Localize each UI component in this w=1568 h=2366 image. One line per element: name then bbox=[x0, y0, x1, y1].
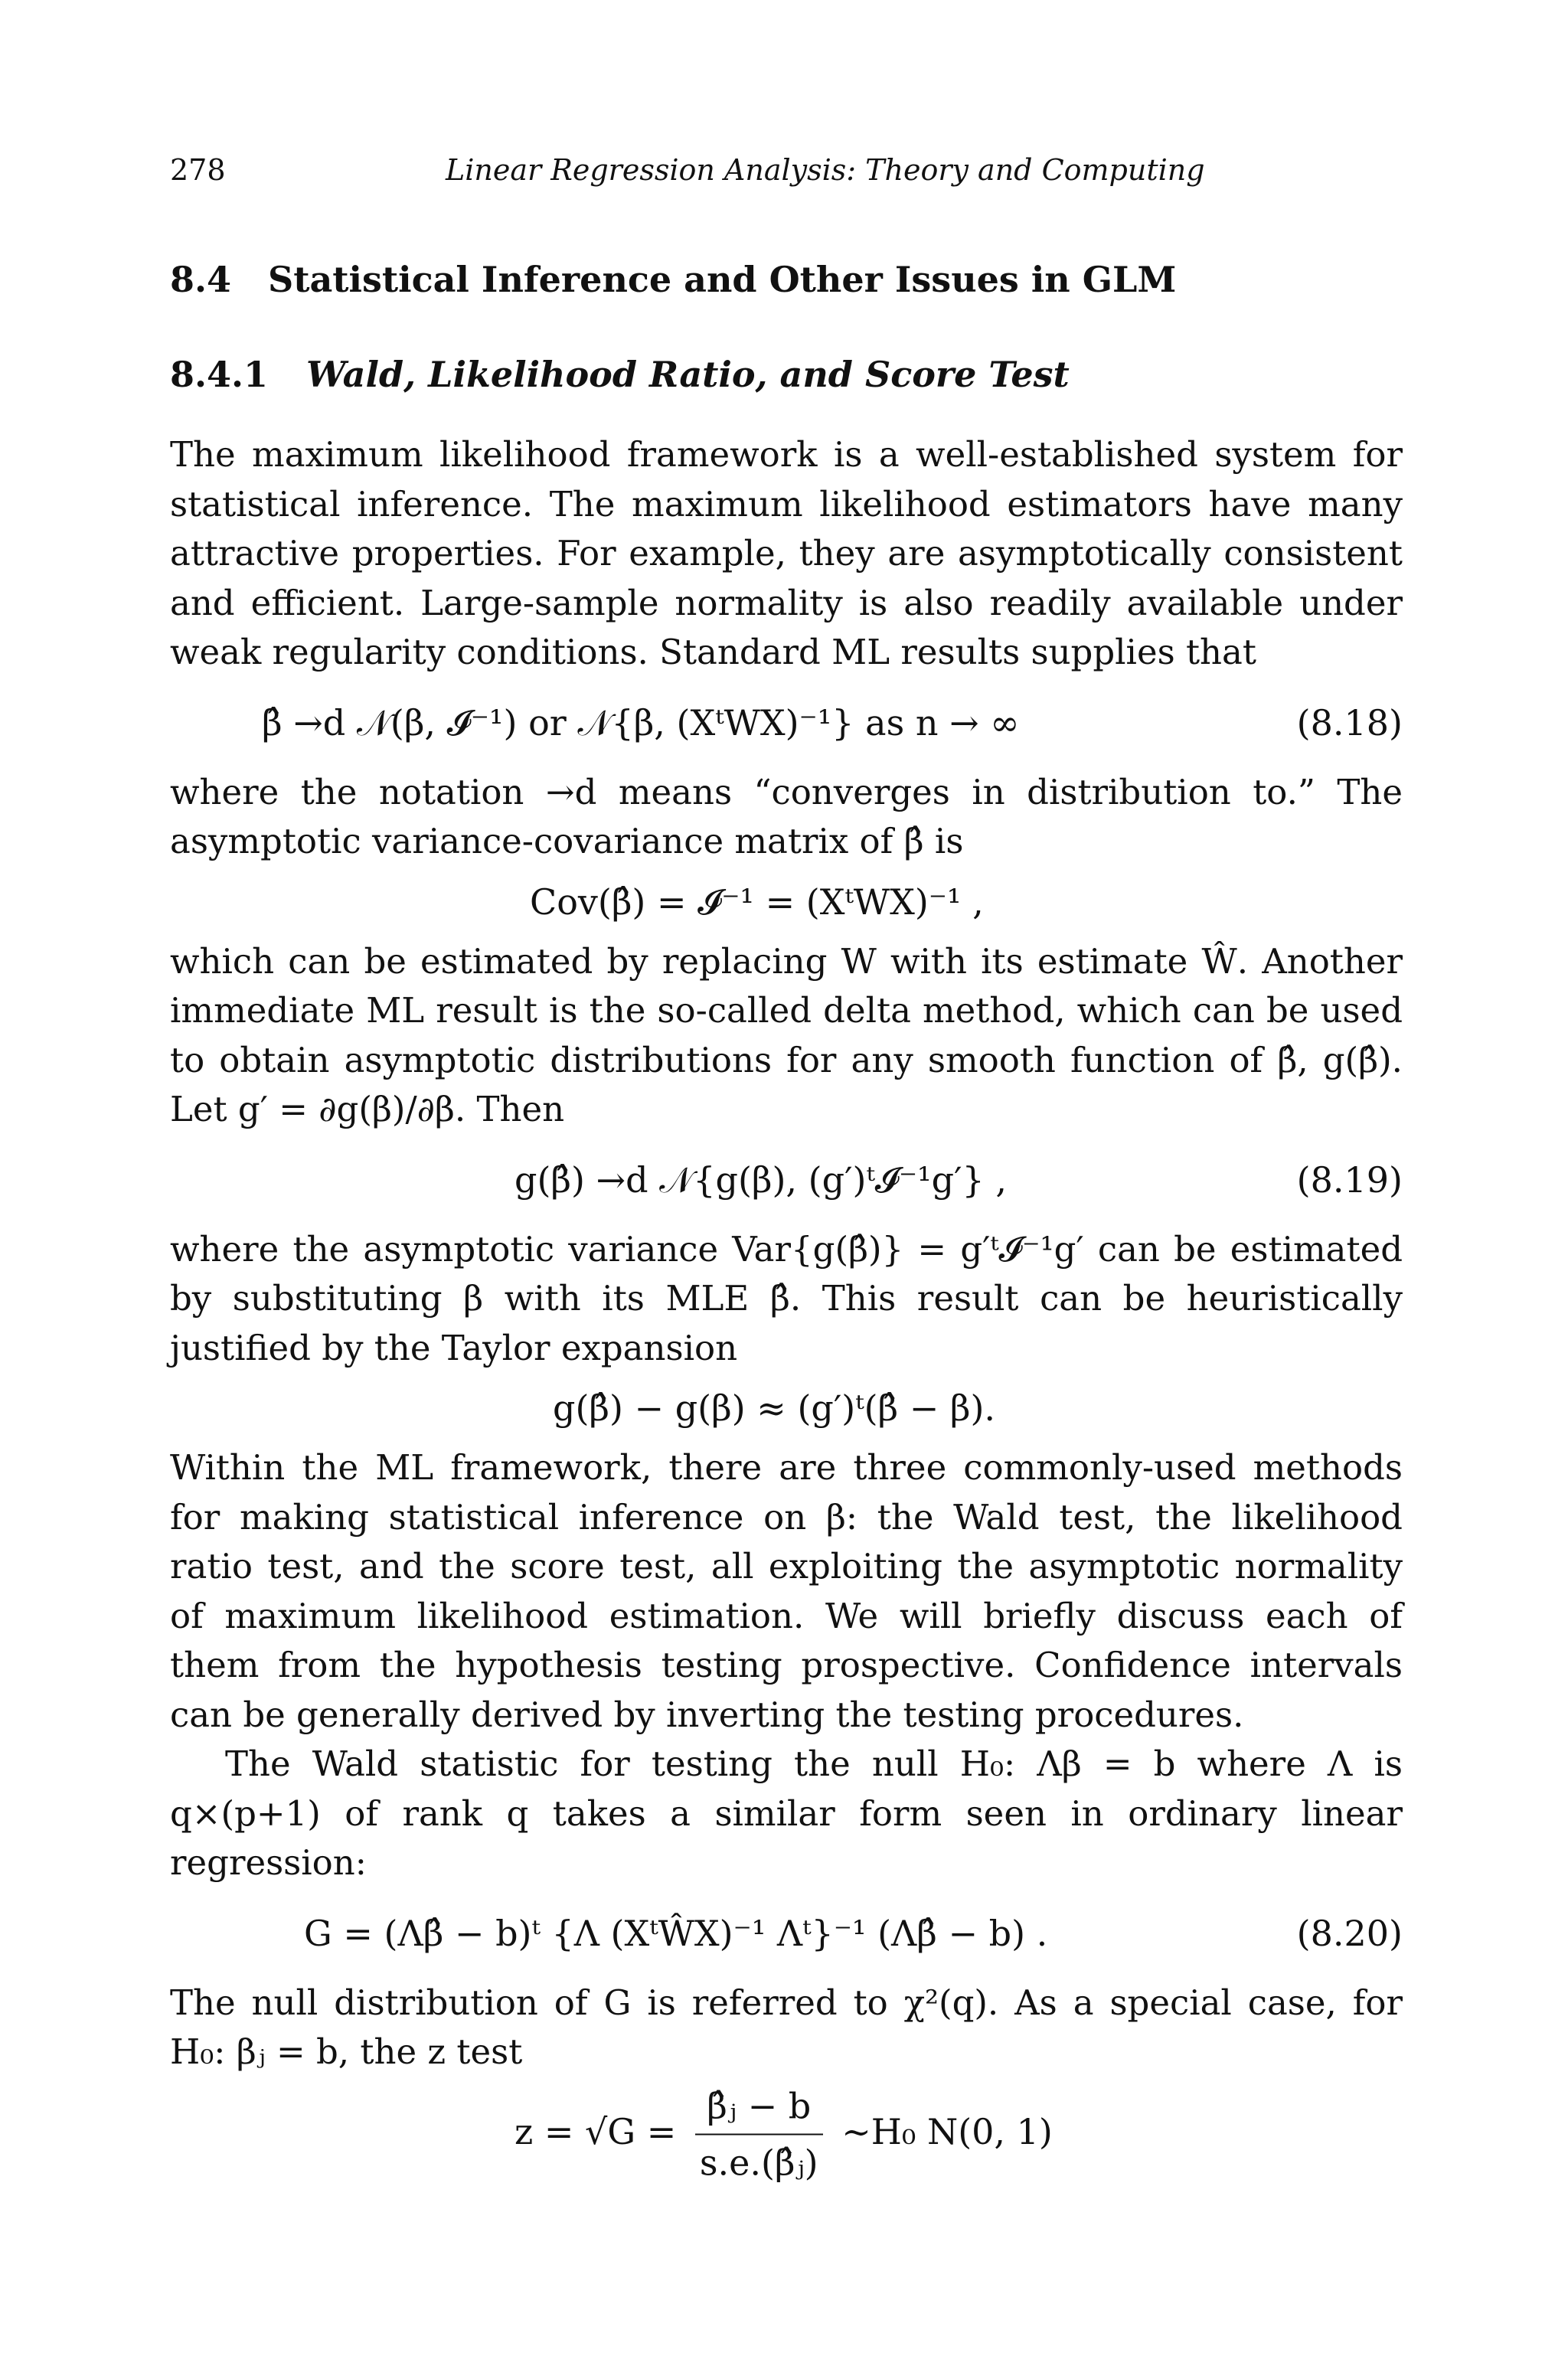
running-title: Linear Regression Analysis: Theory and Computing bbox=[446, 153, 1205, 187]
section-title: Statistical Inference and Other Issues in GLM bbox=[268, 259, 1177, 300]
section-number: 8.4 bbox=[170, 259, 232, 300]
equation-8-19-body: g(β̂) →d 𝒩{g(β), (g′)ᵗ𝓘⁻¹g′} , bbox=[514, 1158, 1008, 1201]
subsection-title: Wald, Likelihood Ratio, and Score Test bbox=[306, 354, 1070, 395]
equation-8-20 bbox=[170, 1888, 1403, 1979]
equation-8-19-number: (8.19) bbox=[1296, 1158, 1403, 1201]
equation-covariance-body: Cov(β̂) = 𝓘⁻¹ = (XᵗWX)⁻¹ , bbox=[530, 881, 984, 923]
equation-8-20-body: G = (Λβ̂ − b)ᵗ {Λ (XᵗŴX)⁻¹ Λᵗ}⁻¹ (Λβ̂ − b) . bbox=[304, 1912, 1048, 1954]
book-page bbox=[170, 153, 1403, 2184]
z-test-fraction bbox=[695, 2081, 823, 2188]
z-test-rhs: ∼H₀ N(0, 1) bbox=[841, 2110, 1053, 2152]
equation-covariance bbox=[170, 867, 1403, 937]
equation-8-20-number: (8.20) bbox=[1296, 1912, 1403, 1954]
paragraph-wald-statistic: The Wald statistic for testing the null H₀: Λβ = b where Λ is q×(p+1) of rank q takes a similar form seen in ordinary linear regression: bbox=[170, 1743, 1403, 1883]
running-header bbox=[170, 153, 1403, 191]
section-heading bbox=[170, 259, 1176, 300]
subsection-heading bbox=[170, 354, 1070, 395]
paragraph-ml-framework: The maximum likelihood framework is a well-established system for statistical inference. The maximum likelihood estimators have many attractive properties. For example, they are asymptotically consistent and efficient. Large-sample normality is also readily available under weak regularity conditions. Standard ML results supplies that bbox=[170, 434, 1403, 672]
equation-z-test-body bbox=[514, 2081, 1053, 2188]
subsection-number: 8.4.1 bbox=[170, 354, 269, 395]
equation-8-19 bbox=[170, 1135, 1403, 1225]
equation-8-18 bbox=[170, 678, 1403, 768]
equation-8-18-number: (8.18) bbox=[1296, 701, 1403, 743]
z-test-denominator: s.e.(β̂ⱼ) bbox=[699, 2142, 818, 2184]
paragraph-delta-method: which can be estimated by replacing W with its estimate Ŵ. Another immediate ML result is the so-called delta method, which can be used to obtain asymptotic distributions for any smooth function of β̂, g(β̂). Let g′ = ∂g(β)/∂β. Then bbox=[170, 940, 1403, 1129]
z-test-lhs: z = √G = bbox=[514, 2110, 677, 2152]
equation-8-18-body: β̂ →d 𝒩(β, 𝓘⁻¹) or 𝒩{β, (XᵗWX)⁻¹} as n → ∞ bbox=[262, 701, 1020, 743]
paragraph-three-methods: Within the ML framework, there are three commonly-used methods for making statistical inference on β: the Wald test, the likelihood ratio test, and the score test, all exploiting the asymptotic normality of maximum likelihood estimation. We will briefly discuss each of them from the hypothesis testing prospective. Confidence intervals can be generally derived by inverting the testing procedures. bbox=[170, 1447, 1403, 1735]
page-number: 278 bbox=[170, 153, 226, 187]
paragraph-asymptotic-variance: where the asymptotic variance Var{g(β̂)} = g′ᵗ𝓘⁻¹g′ can be estimated by substituting β with its MLE β̂. This result can be heuristically justified by the Taylor expansion bbox=[170, 1228, 1403, 1368]
paragraph-notation: where the notation →d means “converges in distribution to.” The asymptotic variance-covariance matrix of β̂ is bbox=[170, 771, 1403, 861]
paragraph-null-distribution: The null distribution of G is referred to χ²(q). As a special case, for H₀: βⱼ = b, the z test bbox=[170, 1982, 1403, 2072]
z-test-numerator: β̂ⱼ − b bbox=[695, 2081, 823, 2136]
body-text bbox=[170, 430, 1403, 2192]
equation-taylor-body: g(β̂) − g(β) ≈ (g′)ᵗ(β̂ − β). bbox=[553, 1387, 996, 1429]
equation-taylor bbox=[170, 1373, 1403, 1443]
equation-z-test bbox=[170, 2077, 1403, 2192]
